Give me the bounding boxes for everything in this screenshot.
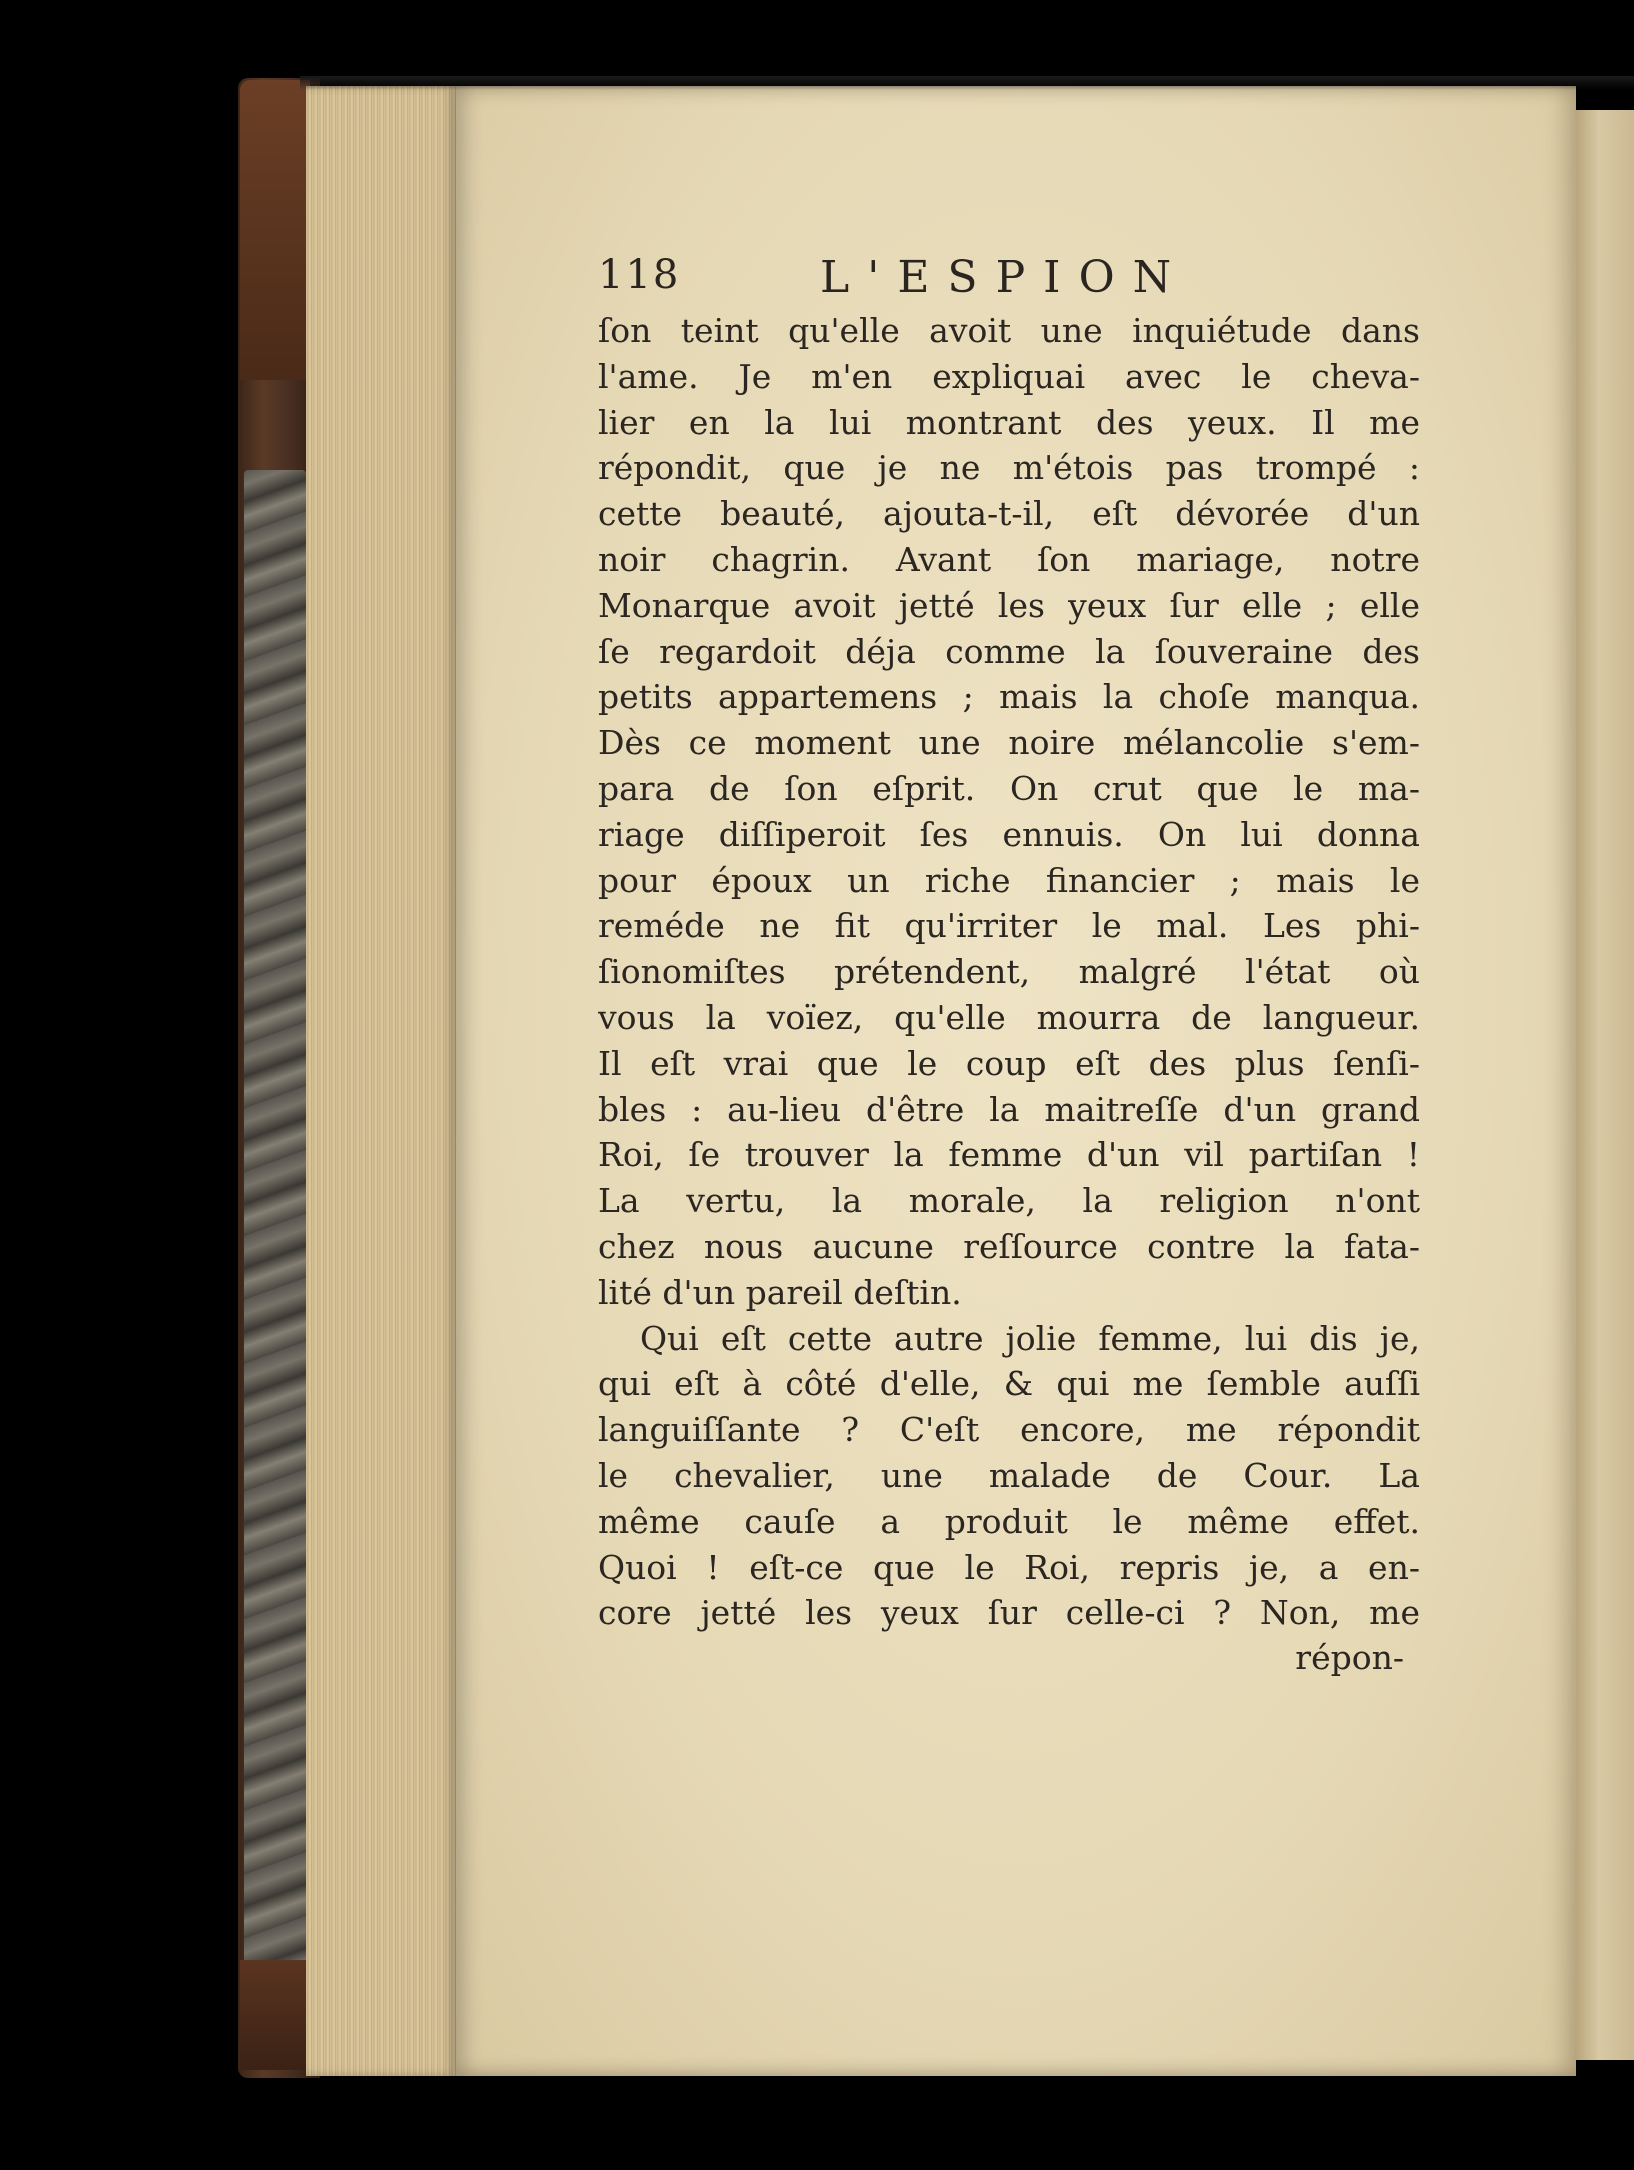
body-text	[598, 308, 1420, 1636]
text-line: cette beauté, ajouta-t-il, eſt dévorée d'un	[598, 494, 1420, 534]
text-line: riage diſſiperoit ſes ennuis. On lui donna	[598, 814, 1420, 854]
page-header	[598, 252, 1238, 316]
running-title: L'ESPION	[820, 252, 1190, 303]
marbled-board	[244, 470, 306, 1970]
top-shadow	[300, 76, 1634, 90]
text-line: pour époux un riche financier ; mais le	[598, 860, 1420, 900]
text-line: languiſſante ? C'eſt encore, me répondit	[598, 1410, 1420, 1450]
text-line: La vertu, la morale, la religion n'ont	[598, 1181, 1420, 1221]
leather-corner-top	[240, 80, 310, 380]
text-line: Il eſt vrai que le coup eſt des plus ſenſi-	[598, 1043, 1420, 1083]
text-line: reméde ne fit qu'irriter le mal. Les phi-	[598, 906, 1420, 946]
text-line: le chevalier, une malade de Cour. La	[598, 1455, 1420, 1495]
text-line: l'ame. Je m'en expliquai avec le cheva-	[598, 356, 1420, 396]
text-line: lité d'un pareil deſtin.	[598, 1272, 962, 1312]
text-line: Dès ce moment une noire mélancolie s'em-	[598, 723, 1420, 763]
text-line: Monarque avoit jetté les yeux ſur elle ; elle	[598, 585, 1420, 625]
facing-page-edge	[1576, 110, 1634, 2060]
text-line: chez nous aucune reſſource contre la fata-	[598, 1226, 1420, 1266]
page-number: 118	[598, 252, 681, 298]
page-edges	[306, 86, 456, 2076]
text-line: Roi, ſe trouver la femme d'un vil partiſan !	[598, 1135, 1420, 1175]
text-line: ſionomiſtes prétendent, malgré l'état où	[598, 952, 1420, 992]
text-line: bles : au-lieu d'être la maitreſſe d'un grand	[598, 1089, 1420, 1129]
text-line: vous la voïez, qu'elle mourra de langueur.	[598, 997, 1420, 1037]
text-line: répondit, que je ne m'étois pas trompé :	[598, 448, 1420, 488]
text-line: petits appartemens ; mais la choſe manqua.	[598, 677, 1420, 717]
catchword: répon-	[1295, 1638, 1404, 1678]
text-line: lier en la lui montrant des yeux. Il me	[598, 402, 1420, 442]
text-line: core jetté les yeux ſur celle-ci ? Non, me	[598, 1593, 1420, 1633]
text-line: noir chagrin. Avant ſon mariage, notre	[598, 539, 1420, 579]
text-line: para de ſon eſprit. On crut que le ma-	[598, 768, 1420, 808]
text-line: ſon teint qu'elle avoit une inquiétude dans	[598, 311, 1420, 350]
text-line: Quoi ! eſt-ce que le Roi, repris je, a en-	[598, 1547, 1420, 1587]
text-line: même cauſe a produit le même effet.	[598, 1501, 1420, 1541]
leather-corner-bottom	[240, 1960, 310, 2070]
text-line: qui eſt à côté d'elle, & qui me ſemble auſſi	[598, 1364, 1420, 1404]
text-line: Qui eſt cette autre jolie femme, lui dis je,	[640, 1318, 1420, 1358]
text-line: ſe regardoit déja comme la ſouveraine des	[598, 631, 1420, 671]
